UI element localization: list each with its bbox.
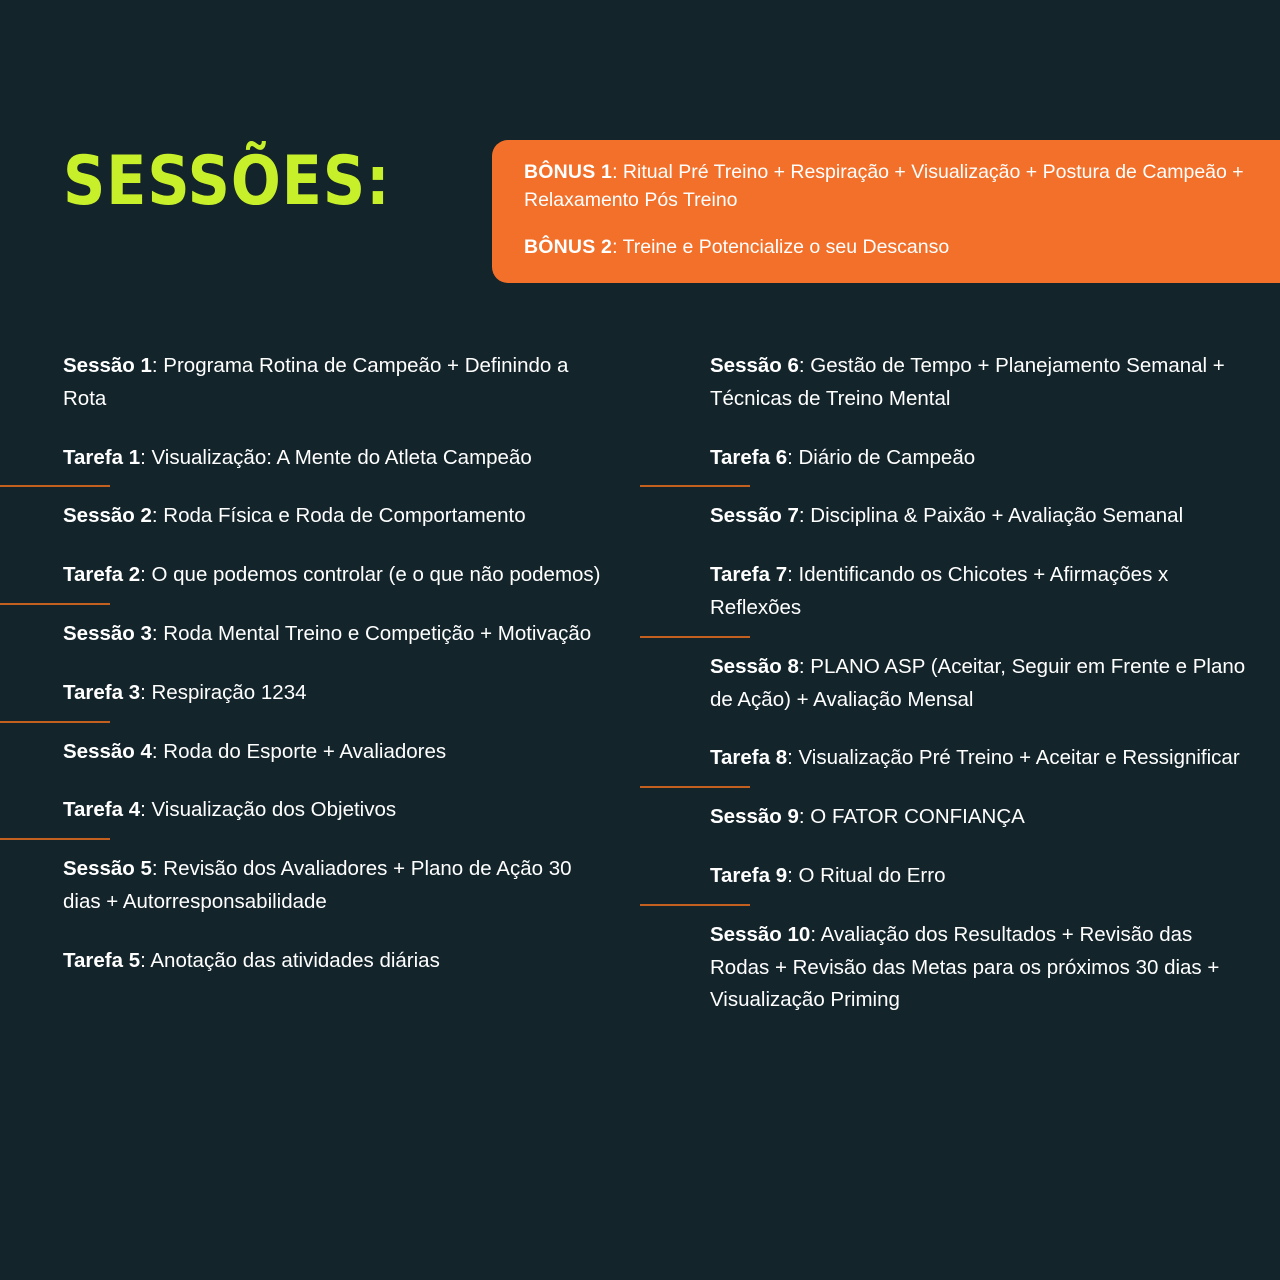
- bonus-item: [524, 158, 1254, 215]
- bonus-text: : Treine e Potencialize o seu Descanso: [612, 235, 950, 258]
- list-item-label: Sessão 7: [710, 504, 799, 528]
- list-item-text: : Roda do Esporte + Avaliadores: [151, 739, 447, 763]
- list-item-label: Tarefa 4: [63, 798, 141, 822]
- list-item: [63, 618, 610, 651]
- list-item-text: : Disciplina & Paixão + Avaliação Semanal: [798, 504, 1184, 528]
- list-item: [710, 919, 1255, 1017]
- sessions-columns: [0, 350, 1280, 1043]
- list-item-label: Tarefa 2: [63, 563, 141, 587]
- page-title: SESSÕES:: [63, 142, 391, 221]
- list-item: [63, 677, 610, 710]
- list-item-text: : Diário de Campeão: [787, 445, 976, 469]
- list-item: [710, 559, 1255, 625]
- list-item-text: : Roda Física e Roda de Comportamento: [151, 504, 526, 528]
- list-item-label: Tarefa 6: [710, 445, 788, 469]
- list-item-text: : Revisão dos Avaliadores + Plano de Ação 30 dias + Autorresponsabilidade: [63, 857, 572, 913]
- bonus-item: [524, 233, 1254, 261]
- bonus-label: BÔNUS 2: [524, 235, 613, 258]
- list-item-text: : Roda Mental Treino e Competição + Motivação: [151, 621, 592, 645]
- bonus-label: BÔNUS 1: [524, 161, 613, 183]
- list-item-label: Tarefa 8: [710, 746, 788, 770]
- list-item: [710, 651, 1255, 717]
- list-item-label: Tarefa 5: [63, 948, 141, 972]
- list-item: [710, 742, 1255, 775]
- list-item: [710, 350, 1255, 416]
- list-item-text: : Visualização Pré Treino + Aceitar e Ressignificar: [787, 746, 1240, 770]
- list-item-label: Sessão 5: [63, 857, 152, 881]
- list-item-text: : Identificando os Chicotes + Afirmações x Reflexões: [710, 563, 1169, 619]
- list-item: [63, 794, 610, 827]
- list-item-label: Tarefa 9: [710, 863, 788, 887]
- list-item: [63, 442, 610, 475]
- list-item-text: : O que podemos controlar (e o que não podemos): [140, 563, 601, 587]
- list-item: [63, 559, 610, 592]
- list-item-text: : PLANO ASP (Aceitar, Seguir em Frente e Plano de Ação) + Avaliação Mensal: [710, 654, 1246, 711]
- list-item: [63, 945, 610, 978]
- list-item: [710, 860, 1255, 893]
- list-item-label: Sessão 3: [63, 621, 152, 645]
- list-item-label: Sessão 4: [63, 739, 152, 763]
- list-item-text: : Visualização: A Mente do Atleta Campeão: [140, 445, 532, 469]
- list-item-label: Sessão 2: [63, 504, 152, 528]
- list-item-label: Sessão 9: [710, 805, 799, 829]
- list-item-label: Sessão 8: [710, 654, 799, 678]
- list-item-label: Tarefa 1: [63, 445, 141, 469]
- list-item: [710, 500, 1255, 533]
- poster-header: [0, 130, 1280, 290]
- list-item: [63, 350, 610, 416]
- sessions-column-right: [640, 350, 1280, 1043]
- list-item-label: Sessão 6: [710, 354, 799, 377]
- list-item: [710, 442, 1255, 475]
- list-item: [63, 736, 610, 769]
- list-item: [710, 801, 1255, 834]
- list-item-label: Sessão 10: [710, 922, 811, 946]
- list-item-text: : Gestão de Tempo + Planejamento Semanal + Técnicas de Treino Mental: [710, 354, 1225, 410]
- list-item-text: : Visualização dos Objetivos: [140, 798, 397, 822]
- list-item-text: : O FATOR CONFIANÇA: [798, 805, 1025, 829]
- list-item-text: : Avaliação dos Resultados + Revisão das Rodas + Revisão das Metas para os próximos 30 dias + Visualização Priming: [710, 922, 1220, 1012]
- list-item-text: : Anotação das atividades diárias: [140, 948, 440, 972]
- list-item-text: : O Ritual do Erro: [787, 863, 946, 887]
- list-item-text: : Respiração 1234: [140, 680, 307, 704]
- list-item-label: Tarefa 7: [710, 563, 788, 587]
- sessions-column-left: [0, 350, 640, 1043]
- list-item-label: Sessão 1: [63, 354, 152, 377]
- list-item: [63, 853, 610, 919]
- bonus-text: : Ritual Pré Treino + Respiração + Visualização + Postura de Campeão + Relaxamento Pós Treino: [524, 161, 1244, 212]
- list-item: [63, 500, 610, 533]
- list-item-label: Tarefa 3: [63, 680, 141, 704]
- list-item-text: : Programa Rotina de Campeão + Definindo a Rota: [63, 354, 569, 410]
- bonus-callout: [492, 140, 1280, 283]
